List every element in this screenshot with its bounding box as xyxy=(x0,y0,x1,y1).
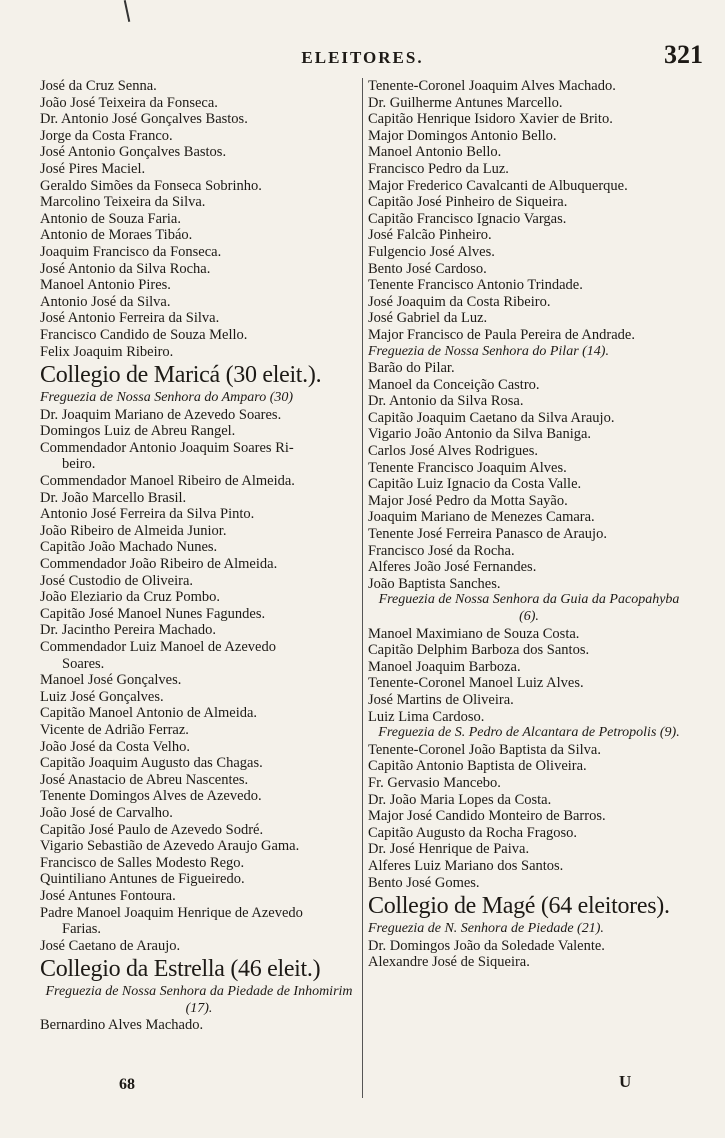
elector-name: Dr. Guilherme Antunes Marcello. xyxy=(368,94,563,111)
elector-name: Marcolino Teixeira da Silva. xyxy=(40,194,206,211)
elector-name: Capitão Joaquim Augusto das Chagas. xyxy=(40,755,263,772)
elector-name: Dr. José Henrique de Paiva. xyxy=(368,841,530,858)
elector-name: Capitão João Machado Nunes. xyxy=(40,539,218,556)
parish-heading: Freguezia de Nossa Senhora do Pilar (14). xyxy=(368,343,609,359)
elector-name: Capitão Henrique Isidoro Xavier de Brito. xyxy=(368,111,613,128)
elector-name: Manoel Maximiano de Souza Costa. xyxy=(368,625,580,642)
elector-name: Alferes Luiz Mariano dos Santos. xyxy=(368,857,564,874)
elector-name: Antonio de Moraes Tibáo. xyxy=(40,227,193,244)
elector-name: Major Domingos Antonio Bello. xyxy=(368,127,557,144)
elector-name: Manoel da Conceição Castro. xyxy=(368,376,540,393)
elector-name: Capitão Antonio Baptista de Oliveira. xyxy=(368,758,587,775)
elector-name: Capitão Augusto da Rocha Fragoso. xyxy=(368,824,578,841)
elector-name: Fr. Gervasio Mancebo. xyxy=(368,774,501,791)
elector-name: João Ribeiro de Almeida Junior. xyxy=(40,522,227,539)
elector-name: Commendador Luiz Manoel de Azevedo xyxy=(40,639,276,655)
college-heading: Collegio da Estrella (46 eleit.) xyxy=(40,956,321,983)
elector-name: Capitão José Pinheiro de Siqueira. xyxy=(368,194,568,211)
elector-name: Capitão Luiz Ignacio da Costa Valle. xyxy=(368,476,582,493)
elector-name: Jorge da Costa Franco. xyxy=(40,127,173,144)
elector-name: Tenente Francisco Antonio Trindade. xyxy=(368,277,583,294)
parish-heading: Freguezia de Nossa Senhora da Piedade de Inhomirim (17). xyxy=(45,984,353,1016)
elector-name: José Gabriel da Luz. xyxy=(368,310,488,327)
elector-name: Dr. João Marcello Brasil. xyxy=(40,489,187,506)
elector-name: Luiz José Gonçalves. xyxy=(40,688,164,705)
elector-name: José Joaquim da Costa Ribeiro. xyxy=(368,293,551,310)
parish-heading: Freguezia de Nossa Senhora da Guia da Pacopahyba (6). xyxy=(378,592,680,624)
sheet-mark: U xyxy=(619,1072,632,1091)
elector-name: Dr. Antonio da Silva Rosa. xyxy=(368,393,524,410)
elector-name-continuation: Farias. xyxy=(62,921,102,938)
elector-name: Manoel Antonio Pires. xyxy=(40,277,171,294)
elector-name: Carlos José Alves Rodrigues. xyxy=(368,443,538,460)
elector-name: Tenente-Coronel Manoel Luiz Alves. xyxy=(368,675,584,692)
elector-name: João José Teixeira da Fonseca. xyxy=(40,94,218,111)
elector-name: Antonio José da Silva. xyxy=(40,293,171,310)
elector-name: Capitão Delphim Barboza dos Santos. xyxy=(368,642,590,659)
elector-name: Tenente Domingos Alves de Azevedo. xyxy=(40,788,262,805)
elector-name-continuation: Soares. xyxy=(62,655,105,672)
elector-name: Luiz Lima Cardoso. xyxy=(368,708,485,725)
elector-name: João José de Carvalho. xyxy=(40,804,173,821)
left-column xyxy=(40,78,358,1098)
elector-name: Capitão Joaquim Caetano da Silva Araujo. xyxy=(368,409,615,426)
elector-name: Antonio José Ferreira da Silva Pinto. xyxy=(40,506,255,523)
elector-name: Padre Manoel Joaquim Henrique de Azevedo xyxy=(40,904,303,921)
elector-name: Manoel José Gonçalves. xyxy=(40,672,182,689)
elector-name: José Antonio Ferreira da Silva. xyxy=(40,310,220,327)
page-title: ELEITORES. xyxy=(301,48,424,67)
elector-name: Geraldo Simões da Fonseca Sobrinho. xyxy=(40,177,262,194)
elector-name: Vigario Sebastião de Azevedo Araujo Gama. xyxy=(40,838,300,855)
elector-name-continuation: beiro. xyxy=(62,456,96,473)
elector-name: José Caetano de Araujo. xyxy=(40,937,181,954)
elector-name: Manoel Joaquim Barboza. xyxy=(368,658,521,675)
elector-name: Capitão José Paulo de Azevedo Sodré. xyxy=(40,821,264,838)
parish-heading: Freguezia de Nossa Senhora do Amparo (30) xyxy=(40,390,294,406)
elector-name: Major José Pedro da Motta Sayão. xyxy=(368,492,568,509)
elector-name: José Anastacio de Abreu Nascentes. xyxy=(40,771,249,788)
college-heading: Collegio de Maricá (30 eleit.). xyxy=(40,362,322,389)
elector-name: Commendador Manoel Ribeiro de Almeida. xyxy=(40,473,295,490)
page-number: 321 xyxy=(664,40,703,69)
elector-name: Felix Joaquim Ribeiro. xyxy=(40,343,174,360)
elector-name: Commendador João Ribeiro de Almeida. xyxy=(40,556,278,573)
college-heading: Collegio de Magé (64 eleitores). xyxy=(368,893,670,920)
elector-name: Major Frederico Cavalcanti de Albuquerque. xyxy=(368,177,628,194)
elector-name: Tenente José Ferreira Panasco de Araujo. xyxy=(368,526,607,543)
elector-name: José Martins de Oliveira. xyxy=(368,691,514,708)
elector-name: Manoel Antonio Bello. xyxy=(368,144,502,161)
margin-mark xyxy=(124,0,131,22)
elector-name: José da Cruz Senna. xyxy=(40,78,157,94)
elector-name: Joaquim Francisco da Fonseca. xyxy=(40,243,222,260)
elector-name: Commendador Antonio Joaquim Soares Ri- xyxy=(40,439,294,456)
elector-name: Barão do Pilar. xyxy=(368,360,455,377)
elector-name: Vicente de Adrião Ferraz. xyxy=(40,721,189,738)
elector-name: Capitão José Manoel Nunes Fagundes. xyxy=(40,605,266,622)
elector-name: Tenente-Coronel João Baptista da Silva. xyxy=(368,741,601,758)
elector-name: Bernardino Alves Machado. xyxy=(40,1017,204,1034)
elector-name: Dr. Antonio José Gonçalves Bastos. xyxy=(40,111,248,128)
elector-name: Bento José Cardoso. xyxy=(368,260,487,277)
elector-name: Quintiliano Antunes de Figueiredo. xyxy=(40,871,245,888)
signature-mark: 68 xyxy=(119,1076,135,1093)
elector-name: Fulgencio José Alves. xyxy=(368,243,495,260)
elector-name: Capitão Francisco Ignacio Vargas. xyxy=(368,210,567,227)
elector-name: Francisco de Salles Modesto Rego. xyxy=(40,854,245,871)
elector-name: Capitão Manoel Antonio de Almeida. xyxy=(40,705,258,722)
elector-name: João José da Costa Velho. xyxy=(40,738,190,755)
elector-name: José Falcão Pinheiro. xyxy=(368,227,492,244)
elector-name: Vigario João Antonio da Silva Baniga. xyxy=(368,426,592,443)
elector-name: Tenente-Coronel Joaquim Alves Machado. xyxy=(368,78,616,94)
elector-name: Major José Candido Monteiro de Barros. xyxy=(368,808,606,825)
elector-name: Dr. João Maria Lopes da Costa. xyxy=(368,791,552,808)
elector-name: Francisco Candido de Souza Mello. xyxy=(40,326,248,343)
elector-name: Dr. Domingos João da Soledade Valente. xyxy=(368,937,605,954)
elector-name: Francisco Pedro da Luz. xyxy=(368,160,509,177)
elector-name: José Pires Maciel. xyxy=(40,160,146,177)
elector-name: Joaquim Mariano de Menezes Camara. xyxy=(368,509,595,526)
elector-name: José Antunes Fontoura. xyxy=(40,887,176,904)
right-column xyxy=(362,78,690,1098)
elector-name: Francisco José da Rocha. xyxy=(368,542,515,559)
elector-name: Alferes João José Fernandes. xyxy=(368,559,537,576)
elector-name: Antonio de Souza Faria. xyxy=(40,210,181,227)
elector-name: José Antonio Gonçalves Bastos. xyxy=(40,144,227,161)
elector-name: Alexandre José de Siqueira. xyxy=(368,954,530,971)
elector-name: José Custodio de Oliveira. xyxy=(40,572,194,589)
elector-name: José Antonio da Silva Rocha. xyxy=(40,260,211,277)
elector-name: Domingos Luiz de Abreu Rangel. xyxy=(40,423,236,440)
elector-name: João Baptista Sanches. xyxy=(368,575,501,592)
elector-name: João Eleziario da Cruz Pombo. xyxy=(40,589,220,606)
parish-heading: Freguezia de S. Pedro de Alcantara de Petropolis (9). xyxy=(378,725,680,741)
elector-name: Major Francisco de Paula Pereira de Andrade. xyxy=(368,326,635,343)
elector-name: Tenente Francisco Joaquim Alves. xyxy=(368,459,567,476)
parish-heading: Freguezia de N. Senhora de Piedade (21). xyxy=(368,921,604,937)
elector-name: Dr. Joaquim Mariano de Azevedo Soares. xyxy=(40,406,282,423)
elector-name: Dr. Jacintho Pereira Machado. xyxy=(40,622,216,639)
elector-name: Bento José Gomes. xyxy=(368,874,480,891)
